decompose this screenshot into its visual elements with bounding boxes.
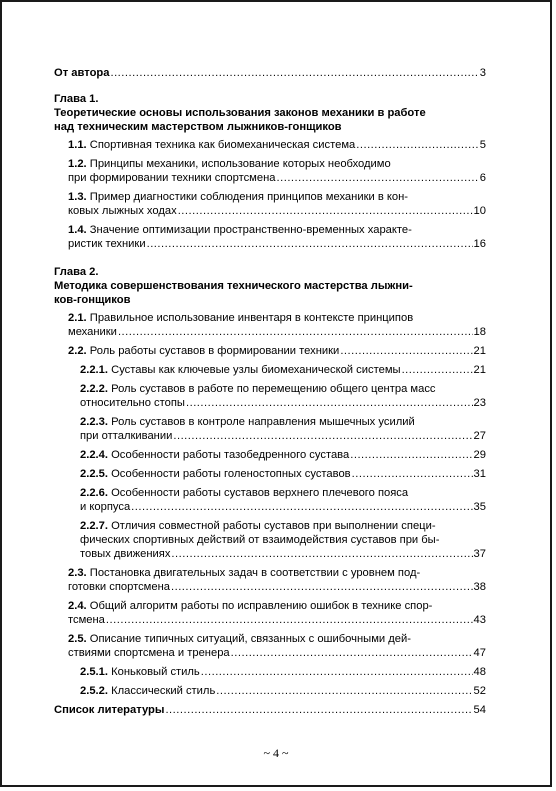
chapter-2-heading (54, 265, 486, 307)
toc-entry-title-text: Роль работы суставов в формировании техники (89, 345, 340, 357)
toc-leader-dots (165, 703, 472, 717)
toc-leader-dots (352, 467, 473, 481)
toc-entry[interactable] (54, 632, 486, 660)
toc-leader-dots (106, 613, 473, 627)
toc-leader-dots (350, 448, 472, 462)
toc-entry[interactable] (54, 486, 486, 514)
toc-entry-number: 2.5. (68, 633, 87, 645)
toc-leader-dots (110, 66, 478, 80)
toc-entry[interactable] (54, 599, 486, 627)
toc-entry-title: Список литературы (54, 704, 165, 716)
toc-entry-first-line (68, 632, 486, 646)
toc-entry-title-text: Спортивная техника как биомеханическая система (89, 139, 356, 151)
toc-entry-title-part: Принципы механики, использование которых необходимо (89, 158, 391, 170)
toc-entry-title-part: Общий алгоритм работы по исправлению ошибок в технике спор- (89, 600, 433, 612)
toc-entry-title (68, 580, 170, 594)
toc-leader-dots (216, 684, 472, 698)
toc-leader-dots (178, 204, 473, 218)
toc-entry-title-text: ристик техники (68, 238, 146, 250)
toc-page-number: 3 (479, 67, 486, 79)
toc-leader-dots (340, 344, 472, 358)
toc-leader-dots (201, 665, 473, 679)
toc-entry-title-part: Пример диагностики соблюдения принципов механики в кон- (89, 191, 409, 203)
toc-entry-number: 1.3. (68, 191, 87, 203)
toc-entry-title-text: Суставы как ключевые узлы биомеханической системы (111, 364, 401, 376)
toc-entry-first-line (68, 566, 486, 580)
chapter-1-heading (54, 92, 486, 134)
toc-entry-title (80, 396, 185, 410)
toc-entry-title-part: Отличия совместной работы суставов при выполнении специ- (111, 520, 436, 532)
toc-entry-number: 2.2.3. (80, 416, 108, 428)
toc-entry-title (68, 204, 177, 218)
toc-entry[interactable] (54, 415, 486, 443)
toc-entry-title: От автора (54, 67, 110, 79)
toc-entry-title (68, 237, 146, 251)
toc-entry-title (68, 646, 230, 660)
toc-entry-title (80, 448, 349, 462)
toc-entry-first-line (68, 190, 486, 204)
toc-page-number: 52 (473, 685, 486, 697)
toc-page-number: 16 (473, 238, 486, 250)
toc-page-number: 37 (473, 548, 486, 560)
toc-entry[interactable] (54, 363, 486, 377)
toc-entry-title (80, 500, 130, 514)
toc-entry-number: 2.4. (68, 600, 87, 612)
toc-page-number: 29 (473, 449, 486, 461)
toc-entry-title (68, 344, 339, 358)
chapter-title-line: над техническим мастерством лыжников-гонщиков (54, 121, 342, 133)
toc-leader-dots (131, 500, 472, 514)
toc-page-number: 18 (473, 326, 486, 338)
toc-leader-dots (171, 580, 473, 594)
toc-entry-middle-line: фических спортивных действий от взаимодействия суставов при бы- (80, 534, 440, 546)
toc-leader-dots (356, 138, 479, 152)
toc-entry-first-line (68, 599, 486, 613)
toc-leader-dots (231, 646, 473, 660)
toc-page-number: 48 (473, 666, 486, 678)
toc-entry-title-text: Особенности работы голеностопных суставов (111, 468, 351, 480)
toc-entry-first-line (68, 311, 486, 325)
toc-page-number: 23 (473, 397, 486, 409)
toc-entry-number: 1.4. (68, 224, 87, 236)
toc-entry-title-part: Роль суставов в контроле направления мышечных усилий (111, 416, 415, 428)
toc-entry-number: 2.2. (68, 345, 87, 357)
toc-entry-title (80, 467, 351, 481)
toc-entry-author[interactable] (54, 66, 486, 80)
toc-entry-title-text: при отталкивании (80, 430, 173, 442)
chapter-title-line: Методика совершенствования технического мастерства лыжни- (54, 280, 413, 292)
toc-entry[interactable] (54, 684, 486, 698)
toc-page-number: 54 (473, 704, 486, 716)
toc-entry-title (68, 613, 105, 627)
toc-entry-first-line (80, 415, 486, 429)
toc-entry-number: 1.2. (68, 158, 87, 170)
toc-entry[interactable] (54, 344, 486, 358)
toc-entry-first-line (80, 382, 486, 396)
toc-entry-number: 2.5.2. (80, 685, 108, 697)
toc-leader-dots (186, 396, 473, 410)
toc-entry-title-text: механики (68, 326, 117, 338)
toc-entry-number: 2.2.5. (80, 468, 108, 480)
toc-leader-dots (147, 237, 473, 251)
toc-entry-title-text: Коньковый стиль (111, 666, 200, 678)
toc-page-number: 21 (473, 345, 486, 357)
toc-entry-title-part: Правильное использование инвентаря в контексте принципов (89, 312, 414, 324)
toc-entry-title (68, 325, 117, 339)
toc-entry-number: 1.1. (68, 139, 87, 151)
toc-entry-title-part: Описание типичных ситуаций, связанных с ошибочными дей- (89, 633, 411, 645)
toc-entry-title (68, 171, 276, 185)
toc-entry-title-part: Особенности работы суставов верхнего плечевого пояса (111, 487, 409, 499)
toc-entry[interactable] (54, 382, 486, 410)
toc-entry[interactable] (54, 190, 486, 218)
toc-entry-title-text: Классический стиль (111, 685, 216, 697)
toc-page-number: 43 (473, 614, 486, 626)
toc-page-number: 6 (479, 172, 486, 184)
toc-page-number: 27 (473, 430, 486, 442)
toc-entry-number: 2.2.1. (80, 364, 108, 376)
toc-entry-title-part: Постановка двигательных задач в соответствии с уровнем под- (89, 567, 421, 579)
toc-entry-title (80, 429, 172, 443)
toc-entry[interactable] (54, 566, 486, 594)
chapter-title-line: ков-гонщиков (54, 294, 131, 306)
toc-entry-title-text: ковых лыжных ходах (68, 205, 177, 217)
chapter-label: Глава 2. (54, 266, 99, 278)
toc-entry-first-line (68, 157, 486, 171)
toc-entry-title (68, 138, 355, 152)
toc-entry-first-line (80, 519, 486, 533)
toc-entry-title-text: при формировании техники спортсмена (68, 172, 276, 184)
toc-leader-dots (171, 547, 472, 561)
toc-entry-literature[interactable] (54, 703, 486, 717)
toc-entry[interactable] (54, 467, 486, 481)
toc-entry[interactable] (54, 448, 486, 462)
table-of-contents (54, 66, 486, 722)
toc-leader-dots (277, 171, 479, 185)
toc-entry-number: 2.2.4. (80, 449, 108, 461)
toc-entry-title-text: относительно стопы (80, 397, 185, 409)
toc-entry-number: 2.5.1. (80, 666, 108, 678)
toc-entry-number: 2.2.2. (80, 383, 108, 395)
toc-leader-dots (173, 429, 472, 443)
page-footer-number: ~ 4 ~ (263, 746, 289, 760)
toc-entry[interactable] (54, 665, 486, 679)
toc-entry-first-line (68, 223, 486, 237)
toc-entry-title-part: Роль суставов в работе по перемещению общего центра масс (111, 383, 436, 395)
toc-page-number: 10 (473, 205, 486, 217)
toc-entry-title (80, 363, 401, 377)
toc-entry-number: 2.2.7. (80, 520, 108, 532)
toc-entry-number: 2.1. (68, 312, 87, 324)
toc-entry[interactable] (54, 519, 486, 561)
toc-entry-title (80, 665, 200, 679)
toc-page-number: 31 (473, 468, 486, 480)
toc-page-number: 5 (479, 139, 486, 151)
toc-page-number: 35 (473, 501, 486, 513)
toc-entry-title-text: готовки спортсмена (68, 581, 170, 593)
chapter-title-line: Теоретические основы использования законов механики в работе (54, 107, 426, 119)
toc-page-number: 38 (473, 581, 486, 593)
toc-entry[interactable] (54, 311, 486, 339)
toc-entry[interactable] (54, 138, 486, 152)
toc-entry-first-line (80, 486, 486, 500)
toc-entry[interactable] (54, 223, 486, 251)
toc-entry-title-text: товых движениях (80, 548, 171, 560)
toc-page-number: 47 (473, 647, 486, 659)
toc-entry-title-text: ствиями спортсмена и тренера (68, 647, 230, 659)
toc-entry-number: 2.2.6. (80, 487, 108, 499)
toc-page-number: 21 (473, 364, 486, 376)
toc-entry-title (80, 547, 170, 561)
toc-entry-title (80, 684, 215, 698)
toc-leader-dots (118, 325, 473, 339)
toc-leader-dots (402, 363, 473, 377)
toc-entry-title-text: тсмена (68, 614, 105, 626)
toc-entry[interactable] (54, 157, 486, 185)
toc-entry-number: 2.3. (68, 567, 87, 579)
toc-entry-title-part: Значение оптимизации пространственно-временных характе- (89, 224, 412, 236)
chapter-label: Глава 1. (54, 93, 99, 105)
toc-entry-title-text: Особенности работы тазобедренного сустава (111, 449, 350, 461)
toc-entry-title-text: и корпуса (80, 501, 131, 513)
